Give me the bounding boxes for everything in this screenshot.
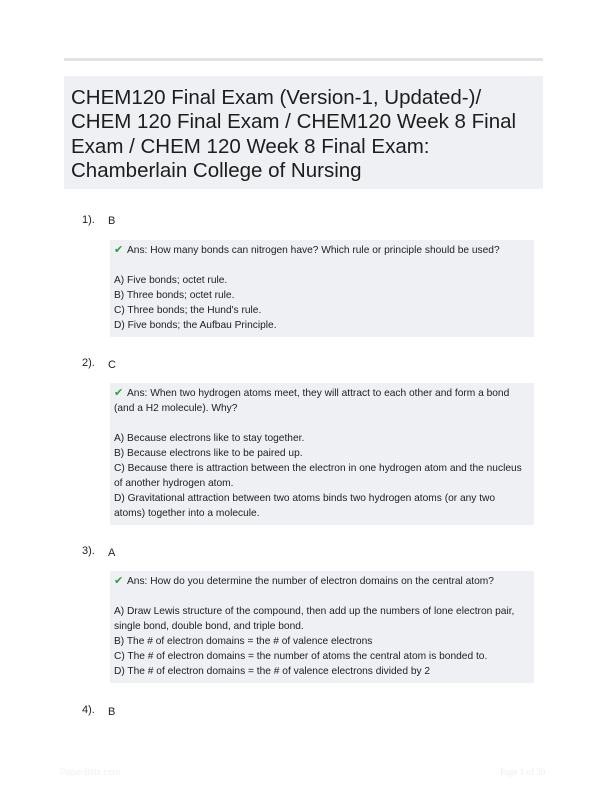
question-number: 1). (82, 214, 95, 226)
option-c: C) Three bonds; the Hund's rule. (114, 305, 262, 316)
question-answer: B (108, 706, 116, 718)
option-d: D) Five bonds; the Aufbau Principle. (114, 320, 277, 331)
top-divider (64, 58, 543, 61)
spacer (114, 416, 526, 431)
question-text: Ans: How many bonds can nitrogen have? Which rule or principle should be used? (127, 245, 500, 256)
option-a: A) Draw Lewis structure of the compound, then add up the numbers of lone electron pair, single bond, double bond, and triple bond. (114, 606, 515, 632)
question-answer: B (108, 215, 116, 227)
title-banner (64, 76, 543, 189)
checkmark-icon: ✔ (114, 244, 124, 256)
option-c: C) Because there is attraction between the electron in one hydrogen atom and the nucleus of another hydrogen atom. (114, 463, 522, 489)
question-number: 3). (82, 545, 95, 557)
spacer (114, 258, 526, 273)
page-title: CHEM120 Final Exam (Version-1, Updated-)/ CHEM 120 Final Exam / CHEM120 Week 8 Final Exam / CHEM 120 Week 8 Final Exam: Chamberlain College of Nursing (71, 86, 517, 183)
option-d: D) The # of electron domains = the # of valence electrons divided by 2 (114, 666, 431, 677)
question-text: Ans: How do you determine the number of electron domains on the central atom? (127, 576, 494, 587)
footer-watermark: PaperBlitz.com (60, 767, 121, 777)
option-a: A) Five bonds; octet rule. (114, 275, 228, 286)
option-a: A) Because electrons like to stay together. (114, 433, 305, 444)
option-b: B) Because electrons like to be paired up. (114, 448, 303, 459)
option-c: C) The # of electron domains = the number of atoms the central atom is bonded to. (114, 651, 488, 662)
page-number: Page 1 of 39 (500, 767, 546, 777)
question-number: 4). (82, 704, 95, 716)
answer-box (110, 571, 534, 683)
question-answer: A (108, 547, 116, 559)
question-text: Ans: When two hydrogen atoms meet, they will attract to each other and form a bond (and a H2 molecule). Why? (114, 388, 510, 414)
question-answer: C (108, 359, 116, 371)
option-b: B) The # of electron domains = the # of valence electrons (114, 636, 373, 647)
option-d: D) Gravitational attraction between two atoms binds two hydrogen atoms (or any two atoms) together into a molecule. (114, 493, 496, 519)
answer-box (110, 240, 534, 337)
answer-box (110, 383, 534, 525)
spacer (114, 589, 526, 604)
question-line (114, 574, 526, 589)
question-line (114, 386, 526, 416)
question-line (114, 243, 526, 258)
question-number: 2). (82, 357, 95, 369)
option-b: B) Three bonds; octet rule. (114, 290, 235, 301)
checkmark-icon: ✔ (114, 387, 124, 399)
checkmark-icon: ✔ (114, 575, 124, 587)
